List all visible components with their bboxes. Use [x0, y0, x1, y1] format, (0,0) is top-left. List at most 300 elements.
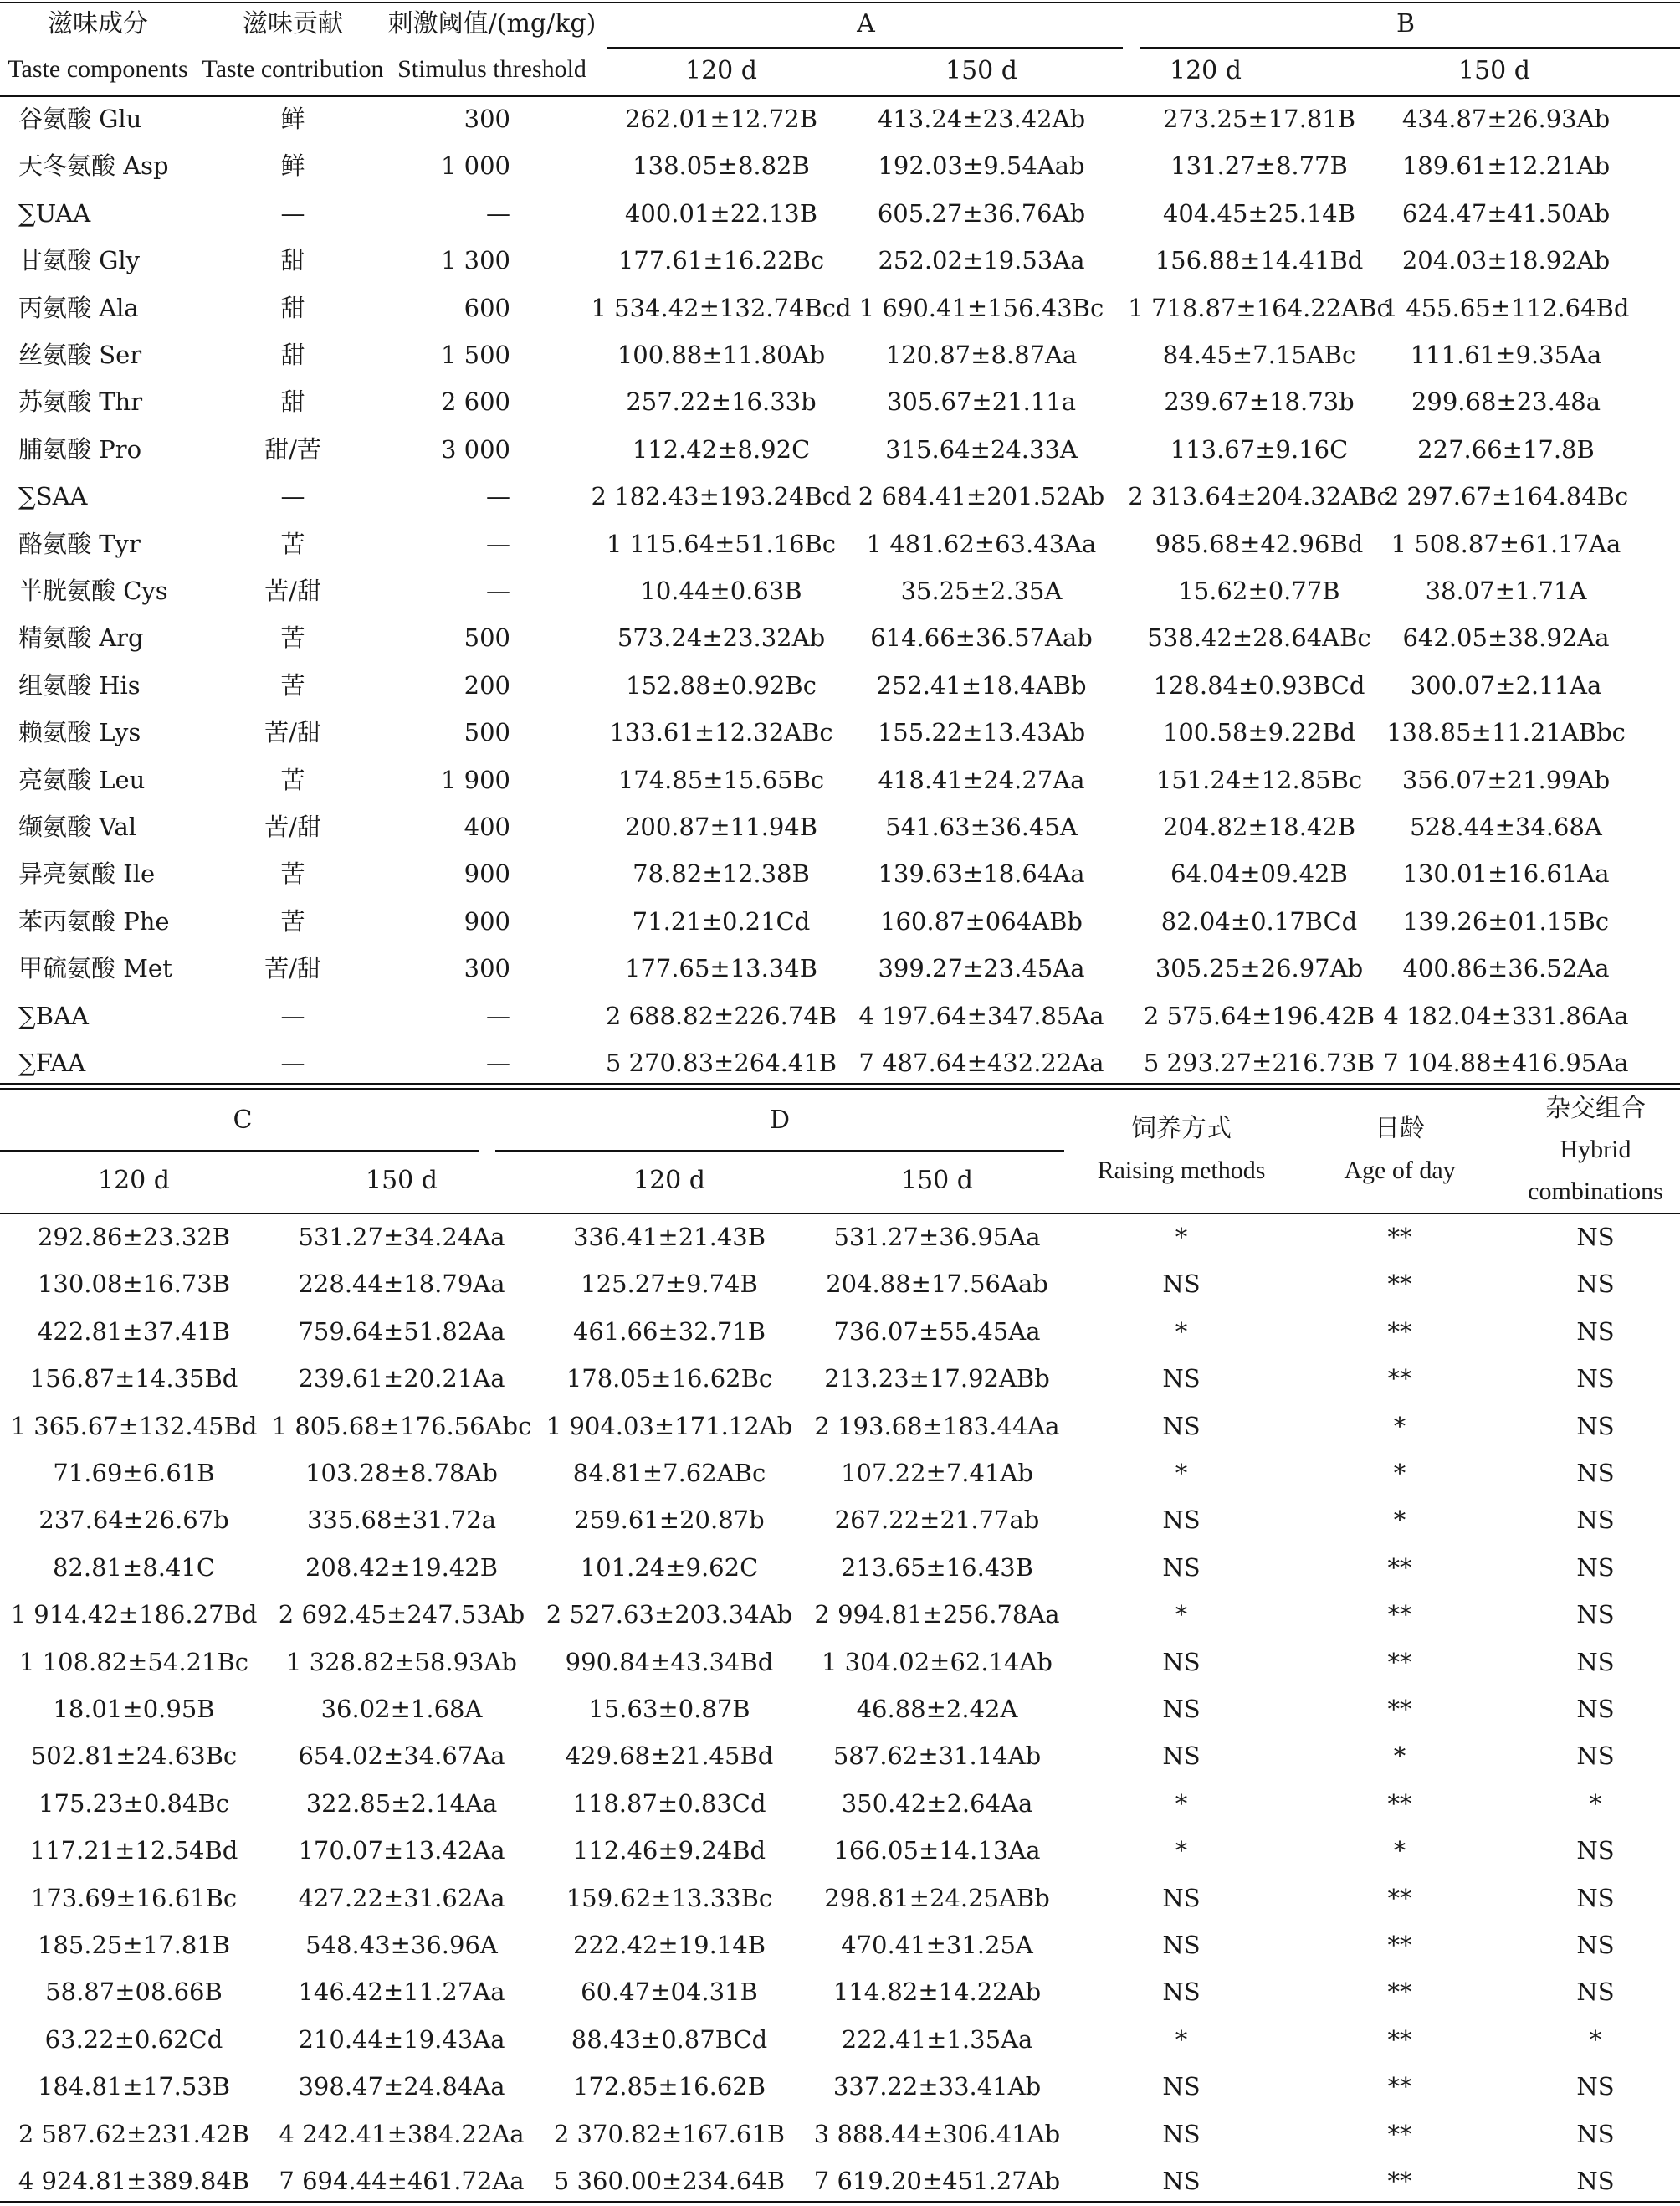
- cell-component: 苏氨酸 Thr: [18, 387, 143, 417]
- cell-age-of-day: **: [1387, 1600, 1412, 1629]
- cell-age-of-day: *: [1393, 1506, 1406, 1535]
- cell-b-150d: 528.44±34.68A: [1410, 813, 1602, 841]
- group-a-underline: [607, 47, 1123, 49]
- cell-c-150d: 1 328.82±58.93Ab: [286, 1647, 517, 1676]
- top-header-rule: [0, 95, 1680, 97]
- cell-b-150d: 642.05±38.92Aa: [1402, 623, 1610, 653]
- cell-d-120d: 60.47±04.31B: [581, 1978, 758, 2007]
- cell-raising-methods: *: [1175, 1316, 1188, 1346]
- cell-b-120d: 985.68±42.96Bd: [1155, 529, 1364, 558]
- cell-a-150d: 1 481.62±63.43Aa: [866, 529, 1097, 558]
- cell-c-120d: 63.22±0.62Cd: [44, 2024, 223, 2054]
- cell-taste-contribution: 鲜: [280, 151, 305, 181]
- header-b-120d: 120 d: [1169, 56, 1242, 85]
- cell-d-150d: 3 888.44±306.41Ab: [813, 2119, 1061, 2148]
- cell-b-120d: 204.82±18.42B: [1162, 813, 1356, 841]
- cell-c-120d: 117.21±12.54Bd: [29, 1836, 238, 1865]
- header-group-b: B: [1396, 9, 1416, 38]
- cell-a-120d: 174.85±15.65Bc: [617, 765, 825, 794]
- cell-hybrid-combinations: NS: [1576, 1552, 1615, 1582]
- cell-component: 赖氨酸 Lys: [18, 718, 141, 747]
- cell-b-120d: 100.58±9.22Bd: [1162, 718, 1356, 747]
- cell-c-150d: 36.02±1.68A: [320, 1695, 483, 1723]
- cell-b-120d: 64.04±09.42B: [1170, 859, 1348, 889]
- cell-threshold: 2 600: [440, 387, 510, 417]
- cell-a-150d: 192.03±9.54Aab: [878, 151, 1085, 181]
- cell-component: 甘氨酸 Gly: [18, 246, 141, 275]
- header-age-en: Age of day: [1344, 1157, 1456, 1184]
- cell-a-150d: 614.66±36.57Aab: [870, 623, 1093, 653]
- cell-taste-contribution: —: [280, 198, 305, 228]
- cell-hybrid-combinations: NS: [1576, 1695, 1615, 1723]
- cell-raising-methods: NS: [1162, 1506, 1201, 1535]
- cell-a-120d: 138.05±8.82B: [633, 151, 810, 181]
- cell-a-150d: 315.64±24.33A: [885, 434, 1078, 464]
- cell-c-150d: 759.64±51.82Aa: [298, 1316, 505, 1346]
- cell-b-150d: 1 508.87±61.17Aa: [1391, 529, 1621, 558]
- cell-raising-methods: NS: [1162, 1364, 1201, 1393]
- cell-b-120d: 15.62±0.77B: [1178, 577, 1340, 605]
- cell-a-120d: 1 115.64±51.16Bc: [606, 529, 837, 558]
- header-threshold-cn: 刺激阈值/(mg/kg): [387, 9, 597, 38]
- cell-c-150d: 548.43±36.96A: [305, 1931, 498, 1959]
- cell-d-120d: 259.61±20.87b: [574, 1506, 765, 1535]
- cell-a-150d: 4 197.64±347.85Aa: [858, 1001, 1104, 1030]
- cell-c-150d: 654.02±34.67Aa: [298, 1742, 505, 1771]
- cell-raising-methods: NS: [1162, 1270, 1201, 1299]
- header-taste-components-cn: 滋味成分: [48, 9, 148, 38]
- cell-b-150d: 227.66±17.8B: [1417, 434, 1595, 464]
- cell-hybrid-combinations: NS: [1576, 1270, 1615, 1299]
- cell-c-150d: 398.47±24.84Aa: [298, 2072, 505, 2101]
- cell-a-150d: 160.87±064ABb: [880, 906, 1083, 936]
- cell-d-150d: 2 193.68±183.44Aa: [814, 1411, 1060, 1440]
- cell-a-120d: 2 688.82±226.74B: [605, 1001, 837, 1030]
- cell-d-120d: 112.46±9.24Bd: [572, 1836, 766, 1865]
- cell-d-150d: 298.81±24.25ABb: [824, 1883, 1050, 1912]
- cell-c-120d: 18.01±0.95B: [53, 1695, 215, 1723]
- cell-hybrid-combinations: NS: [1576, 2167, 1615, 2195]
- cell-d-120d: 101.24±9.62C: [580, 1552, 759, 1582]
- cell-a-120d: 5 270.83±264.41B: [605, 1049, 837, 1077]
- cell-taste-contribution: 苦/甜: [264, 954, 321, 983]
- cell-hybrid-combinations: *: [1589, 1788, 1602, 1818]
- cell-b-150d: 299.68±23.48a: [1411, 387, 1601, 417]
- cell-raising-methods: *: [1175, 1836, 1188, 1865]
- cell-b-120d: 2 313.64±204.32ABc: [1128, 482, 1391, 511]
- cell-component: ∑SAA: [18, 482, 88, 511]
- cell-d-120d: 336.41±21.43B: [572, 1223, 766, 1251]
- cell-a-120d: 262.01±12.72B: [624, 105, 818, 133]
- cell-c-120d: 237.64±26.67b: [38, 1506, 229, 1535]
- cell-b-120d: 239.67±18.73b: [1164, 387, 1355, 417]
- cell-threshold: 300: [464, 105, 510, 133]
- cell-d-150d: 736.07±55.45Aa: [833, 1316, 1041, 1346]
- cell-raising-methods: *: [1175, 2024, 1188, 2054]
- cell-age-of-day: **: [1387, 1364, 1412, 1393]
- cell-taste-contribution: 甜/苦: [264, 434, 321, 464]
- header-b-150d: 150 d: [1457, 56, 1531, 85]
- cell-a-120d: 1 534.42±132.74Bcd: [591, 293, 852, 322]
- cell-d-150d: 204.88±17.56Aab: [826, 1270, 1048, 1299]
- header-c-150d: 150 d: [365, 1166, 438, 1195]
- cell-taste-contribution: —: [280, 482, 305, 511]
- header-a-150d: 150 d: [945, 56, 1018, 85]
- cell-component: 丝氨酸 Ser: [18, 341, 142, 369]
- cell-threshold: —: [486, 529, 510, 558]
- group-d-underline: [495, 1150, 1064, 1152]
- cell-taste-contribution: 甜: [280, 387, 305, 417]
- cell-d-120d: 88.43±0.87BCd: [571, 2024, 768, 2054]
- cell-taste-contribution: 苦: [280, 765, 305, 794]
- cell-d-150d: 267.22±21.77ab: [834, 1506, 1040, 1535]
- cell-hybrid-combinations: NS: [1576, 2072, 1615, 2101]
- cell-hybrid-combinations: *: [1589, 2024, 1602, 2054]
- cell-age-of-day: **: [1387, 1552, 1412, 1582]
- cell-a-120d: 257.22±16.33b: [626, 387, 817, 417]
- cell-b-120d: 131.27±8.77B: [1170, 151, 1348, 181]
- cell-component: ∑FAA: [18, 1049, 86, 1077]
- cell-d-150d: 531.27±36.95Aa: [833, 1223, 1041, 1251]
- cell-threshold: —: [486, 482, 510, 511]
- cell-d-120d: 15.63±0.87B: [588, 1695, 750, 1723]
- header-hybrid-en-2: combinations: [1528, 1177, 1663, 1205]
- header-a-120d: 120 d: [684, 56, 758, 85]
- cell-taste-contribution: 鲜: [280, 105, 305, 133]
- cell-c-150d: 170.07±13.42Aa: [298, 1836, 505, 1865]
- cell-c-120d: 82.81±8.41C: [52, 1552, 216, 1582]
- cell-age-of-day: **: [1387, 1788, 1412, 1818]
- header-group-d: D: [769, 1106, 791, 1135]
- cell-component: ∑UAA: [18, 198, 91, 228]
- cell-threshold: 200: [464, 670, 510, 700]
- cell-d-120d: 2 527.63±203.34Ab: [545, 1600, 793, 1629]
- cell-hybrid-combinations: NS: [1576, 1316, 1615, 1346]
- cell-b-150d: 138.85±11.21ABbc: [1386, 718, 1626, 747]
- cell-b-150d: 624.47±41.50Ab: [1401, 198, 1611, 228]
- cell-raising-methods: NS: [1162, 1883, 1201, 1912]
- cell-threshold: —: [486, 577, 510, 605]
- cell-threshold: 600: [464, 293, 510, 322]
- cell-threshold: 1 000: [440, 151, 510, 181]
- cell-threshold: —: [486, 1049, 510, 1077]
- cell-a-150d: 413.24±23.42Ab: [877, 105, 1086, 133]
- cell-taste-contribution: 苦: [280, 623, 305, 653]
- cell-b-120d: 156.88±14.41Bd: [1155, 246, 1364, 275]
- cell-d-150d: 587.62±31.14Ab: [832, 1742, 1042, 1771]
- cell-b-150d: 2 297.67±164.84Bc: [1383, 482, 1629, 511]
- cell-age-of-day: **: [1387, 1647, 1412, 1676]
- cell-threshold: 500: [464, 623, 510, 653]
- cell-a-150d: 252.02±19.53Aa: [878, 246, 1085, 275]
- cell-a-150d: 35.25±2.35A: [900, 577, 1063, 605]
- cell-d-150d: 46.88±2.42A: [856, 1695, 1018, 1723]
- cell-a-150d: 399.27±23.45Aa: [878, 954, 1085, 983]
- cell-b-150d: 130.01±16.61Aa: [1402, 859, 1610, 889]
- cell-b-120d: 5 293.27±216.73B: [1143, 1049, 1375, 1077]
- cell-component: 甲硫氨酸 Met: [18, 954, 172, 983]
- cell-d-120d: 1 904.03±171.12Ab: [545, 1411, 793, 1440]
- cell-c-120d: 175.23±0.84Bc: [38, 1788, 229, 1818]
- cell-c-120d: 71.69±6.61B: [53, 1459, 215, 1487]
- cell-d-150d: 337.22±33.41Ab: [832, 2072, 1042, 2101]
- cell-taste-contribution: 苦/甜: [264, 577, 321, 605]
- cell-a-120d: 112.42±8.92C: [632, 434, 811, 464]
- cell-b-150d: 4 182.04±331.86Aa: [1383, 1001, 1629, 1030]
- cell-component: 组氨酸 His: [18, 670, 141, 700]
- cell-c-120d: 502.81±24.63Bc: [30, 1742, 238, 1771]
- cell-a-120d: 152.88±0.92Bc: [626, 670, 817, 700]
- cell-c-150d: 427.22±31.62Aa: [298, 1883, 505, 1912]
- cell-d-120d: 84.81±7.62ABc: [572, 1459, 766, 1487]
- cell-b-150d: 189.61±12.21Ab: [1401, 151, 1611, 181]
- header-d-120d: 120 d: [633, 1166, 706, 1195]
- cell-threshold: 900: [464, 906, 510, 936]
- cell-d-150d: 222.41±1.35Aa: [841, 2024, 1033, 2054]
- cell-d-120d: 172.85±16.62B: [572, 2072, 766, 2101]
- cell-taste-contribution: 苦: [280, 906, 305, 936]
- cell-component: ∑BAA: [18, 1001, 89, 1030]
- cell-d-120d: 2 370.82±167.61B: [553, 2119, 786, 2148]
- cell-d-150d: 213.65±16.43B: [840, 1552, 1034, 1582]
- cell-a-120d: 71.21±0.21Cd: [632, 906, 811, 936]
- cell-component: 谷氨酸 Glu: [18, 105, 142, 133]
- cell-c-150d: 210.44±19.43Aa: [298, 2024, 505, 2054]
- cell-component: 亮氨酸 Leu: [18, 765, 146, 794]
- cell-a-120d: 177.61±16.22Bc: [617, 246, 825, 275]
- header-taste-contribution-cn: 滋味贡献: [243, 9, 343, 38]
- cell-taste-contribution: 甜: [280, 246, 305, 275]
- cell-age-of-day: *: [1393, 1836, 1406, 1865]
- cell-d-120d: 178.05±16.62Bc: [566, 1364, 773, 1393]
- cell-hybrid-combinations: NS: [1576, 1978, 1615, 2007]
- cell-age-of-day: **: [1387, 2119, 1412, 2148]
- cell-a-150d: 155.22±13.43Ab: [877, 718, 1086, 747]
- cell-taste-contribution: 苦: [280, 859, 305, 889]
- cell-b-150d: 38.07±1.71A: [1425, 577, 1587, 605]
- cell-c-150d: 103.28±8.78Ab: [305, 1459, 498, 1487]
- cell-a-150d: 2 684.41±201.52Ab: [858, 482, 1105, 511]
- cell-raising-methods: NS: [1162, 1552, 1201, 1582]
- cell-hybrid-combinations: NS: [1576, 1459, 1615, 1487]
- cell-c-150d: 2 692.45±247.53Ab: [278, 1600, 525, 1629]
- cell-d-120d: 990.84±43.34Bd: [565, 1647, 774, 1676]
- cell-c-120d: 292.86±23.32B: [37, 1223, 231, 1251]
- cell-c-120d: 130.08±16.73B: [37, 1270, 231, 1299]
- cell-d-120d: 5 360.00±234.64B: [553, 2167, 786, 2195]
- cell-a-150d: 541.63±36.45A: [885, 813, 1078, 841]
- top-bottom-rule-2: [0, 1088, 1680, 1090]
- cell-age-of-day: **: [1387, 2072, 1412, 2101]
- cell-c-150d: 335.68±31.72a: [306, 1506, 497, 1535]
- bottom-rule: [0, 2201, 1680, 2203]
- cell-age-of-day: *: [1393, 1742, 1406, 1771]
- header-c-120d: 120 d: [97, 1166, 171, 1195]
- cell-b-150d: 111.61±9.35Aa: [1410, 341, 1602, 369]
- cell-raising-methods: *: [1175, 1459, 1188, 1487]
- cell-c-150d: 1 805.68±176.56Abc: [271, 1411, 532, 1440]
- cell-b-150d: 400.86±36.52Aa: [1402, 954, 1610, 983]
- cell-a-120d: 78.82±12.38B: [633, 859, 810, 889]
- cell-b-120d: 273.25±17.81B: [1162, 105, 1356, 133]
- cell-threshold: 1 900: [440, 765, 510, 794]
- header-taste-contribution-en: Taste contribution: [202, 55, 384, 83]
- cell-taste-contribution: 甜: [280, 341, 305, 369]
- cell-b-120d: 305.25±26.97Ab: [1155, 954, 1364, 983]
- cell-c-150d: 322.85±2.14Aa: [305, 1788, 498, 1818]
- cell-c-150d: 146.42±11.27Aa: [298, 1978, 505, 2007]
- cell-c-120d: 2 587.62±231.42B: [18, 2119, 250, 2148]
- group-c-underline: [0, 1150, 479, 1152]
- cell-raising-methods: NS: [1162, 2167, 1201, 2195]
- cell-raising-methods: NS: [1162, 1931, 1201, 1959]
- cell-c-120d: 1 365.67±132.45Bd: [10, 1411, 258, 1440]
- cell-taste-contribution: 甜: [280, 293, 305, 322]
- cell-b-150d: 139.26±01.15Bc: [1402, 906, 1610, 936]
- cell-b-120d: 84.45±7.15ABc: [1162, 341, 1356, 369]
- cell-c-120d: 156.87±14.35Bd: [29, 1364, 238, 1393]
- cell-hybrid-combinations: NS: [1576, 1931, 1615, 1959]
- cell-b-150d: 356.07±21.99Ab: [1401, 765, 1611, 794]
- cell-c-120d: 422.81±37.41B: [37, 1316, 231, 1346]
- header-group-a: A: [857, 9, 875, 38]
- cell-hybrid-combinations: NS: [1576, 1836, 1615, 1865]
- cell-age-of-day: **: [1387, 1931, 1412, 1959]
- cell-hybrid-combinations: NS: [1576, 2119, 1615, 2148]
- cell-d-150d: 7 619.20±451.27Ab: [813, 2167, 1061, 2195]
- cell-taste-contribution: —: [280, 1049, 305, 1077]
- cell-raising-methods: NS: [1162, 2072, 1201, 2101]
- cell-age-of-day: **: [1387, 1695, 1412, 1723]
- cell-c-120d: 184.81±17.53B: [37, 2072, 231, 2101]
- cell-component: 半胱氨酸 Cys: [18, 577, 168, 605]
- cell-threshold: 3 000: [440, 434, 510, 464]
- cell-hybrid-combinations: NS: [1576, 1647, 1615, 1676]
- cell-a-150d: 139.63±18.64Aa: [878, 859, 1085, 889]
- cell-age-of-day: **: [1387, 1883, 1412, 1912]
- cell-b-120d: 82.04±0.17BCd: [1160, 906, 1358, 936]
- cell-component: 天冬氨酸 Asp: [18, 151, 169, 181]
- cell-d-120d: 125.27±9.74B: [581, 1270, 758, 1299]
- cell-a-120d: 133.61±12.32ABc: [609, 718, 833, 747]
- cell-d-120d: 222.42±19.14B: [572, 1931, 766, 1959]
- cell-raising-methods: *: [1175, 1600, 1188, 1629]
- cell-threshold: 400: [464, 813, 510, 841]
- group-b-underline: [1140, 47, 1680, 49]
- cell-age-of-day: *: [1393, 1411, 1406, 1440]
- cell-c-120d: 173.69±16.61Bc: [30, 1883, 238, 1912]
- cell-a-120d: 200.87±11.94B: [624, 813, 818, 841]
- top-bottom-rule-1: [0, 1083, 1680, 1085]
- cell-d-150d: 114.82±14.22Ab: [832, 1978, 1042, 2007]
- cell-threshold: 1 300: [440, 246, 510, 275]
- cell-c-150d: 228.44±18.79Aa: [298, 1270, 505, 1299]
- cell-taste-contribution: 苦/甜: [264, 813, 321, 841]
- cell-taste-contribution: —: [280, 1001, 305, 1030]
- cell-taste-contribution: 苦/甜: [264, 718, 321, 747]
- cell-threshold: —: [486, 1001, 510, 1030]
- cell-raising-methods: NS: [1162, 1695, 1201, 1723]
- cell-a-120d: 400.01±22.13B: [624, 198, 818, 228]
- cell-age-of-day: **: [1387, 1978, 1412, 2007]
- cell-b-150d: 1 455.65±112.64Bd: [1382, 293, 1630, 322]
- cell-hybrid-combinations: NS: [1576, 1600, 1615, 1629]
- cell-threshold: 1 500: [440, 341, 510, 369]
- cell-c-150d: 239.61±20.21Aa: [298, 1364, 505, 1393]
- cell-c-150d: 4 242.41±384.22Aa: [279, 2119, 525, 2148]
- cell-hybrid-combinations: NS: [1576, 1506, 1615, 1535]
- cell-age-of-day: **: [1387, 1223, 1412, 1251]
- cell-b-120d: 113.67±9.16C: [1170, 434, 1349, 464]
- header-raising-cn: 饲养方式: [1131, 1114, 1232, 1143]
- cell-d-120d: 429.68±21.45Bd: [565, 1742, 774, 1771]
- cell-b-150d: 204.03±18.92Ab: [1401, 246, 1611, 275]
- header-age-cn: 日龄: [1375, 1114, 1425, 1143]
- cell-raising-methods: *: [1175, 1223, 1188, 1251]
- cell-component: 酪氨酸 Tyr: [18, 529, 141, 558]
- cell-c-120d: 4 924.81±389.84B: [18, 2167, 250, 2195]
- cell-d-150d: 470.41±31.25A: [841, 1931, 1033, 1959]
- cell-a-150d: 120.87±8.87Aa: [885, 341, 1078, 369]
- cell-component: 丙氨酸 Ala: [18, 293, 139, 322]
- cell-b-120d: 404.45±25.14B: [1162, 198, 1356, 228]
- cell-b-120d: 128.84±0.93BCd: [1153, 670, 1365, 700]
- header-hybrid-cn: 杂交组合: [1545, 1094, 1646, 1123]
- cell-raising-methods: NS: [1162, 1411, 1201, 1440]
- cell-c-120d: 58.87±08.66B: [45, 1978, 223, 2007]
- cell-a-150d: 605.27±36.76Ab: [877, 198, 1086, 228]
- cell-b-150d: 7 104.88±416.95Aa: [1383, 1049, 1629, 1077]
- cell-hybrid-combinations: NS: [1576, 1411, 1615, 1440]
- cell-b-120d: 538.42±28.64ABc: [1147, 623, 1371, 653]
- cell-c-120d: 1 914.42±186.27Bd: [10, 1600, 258, 1629]
- cell-age-of-day: *: [1393, 1459, 1406, 1487]
- cell-a-120d: 100.88±11.80Ab: [617, 341, 826, 369]
- header-hybrid-en-1: Hybrid: [1560, 1136, 1631, 1163]
- cell-b-120d: 2 575.64±196.42B: [1143, 1001, 1375, 1030]
- cell-raising-methods: NS: [1162, 2119, 1201, 2148]
- cell-d-150d: 2 994.81±256.78Aa: [814, 1600, 1060, 1629]
- cell-c-120d: 185.25±17.81B: [37, 1931, 231, 1959]
- header-taste-components-en: Taste components: [8, 55, 188, 83]
- cell-threshold: 500: [464, 718, 510, 747]
- cell-component: 缬氨酸 Val: [18, 813, 137, 841]
- cell-a-120d: 2 182.43±193.24Bcd: [591, 482, 852, 511]
- cell-a-120d: 573.24±23.32Ab: [617, 623, 826, 653]
- cell-a-150d: 252.41±18.4ABb: [876, 670, 1087, 700]
- cell-d-150d: 166.05±14.13Aa: [833, 1836, 1041, 1865]
- cell-taste-contribution: 苦: [280, 670, 305, 700]
- cell-d-120d: 461.66±32.71B: [572, 1316, 766, 1346]
- cell-b-150d: 300.07±2.11Aa: [1410, 670, 1602, 700]
- cell-age-of-day: **: [1387, 1270, 1412, 1299]
- cell-a-120d: 10.44±0.63B: [640, 577, 802, 605]
- cell-component: 苯丙氨酸 Phe: [18, 906, 170, 936]
- cell-age-of-day: **: [1387, 2024, 1412, 2054]
- cell-raising-methods: *: [1175, 1788, 1188, 1818]
- cell-d-120d: 159.62±13.33Bc: [566, 1883, 773, 1912]
- top-rule: [0, 2, 1680, 3]
- cell-raising-methods: NS: [1162, 1978, 1201, 2007]
- cell-c-150d: 531.27±34.24Aa: [298, 1223, 505, 1251]
- header-threshold-en: Stimulus threshold: [397, 55, 586, 83]
- cell-hybrid-combinations: NS: [1576, 1883, 1615, 1912]
- cell-hybrid-combinations: NS: [1576, 1364, 1615, 1393]
- cell-age-of-day: **: [1387, 2167, 1412, 2195]
- cell-component: 脯氨酸 Pro: [18, 434, 142, 464]
- cell-a-150d: 305.67±21.11a: [886, 387, 1077, 417]
- cell-b-120d: 1 718.87±164.22ABc: [1128, 293, 1391, 322]
